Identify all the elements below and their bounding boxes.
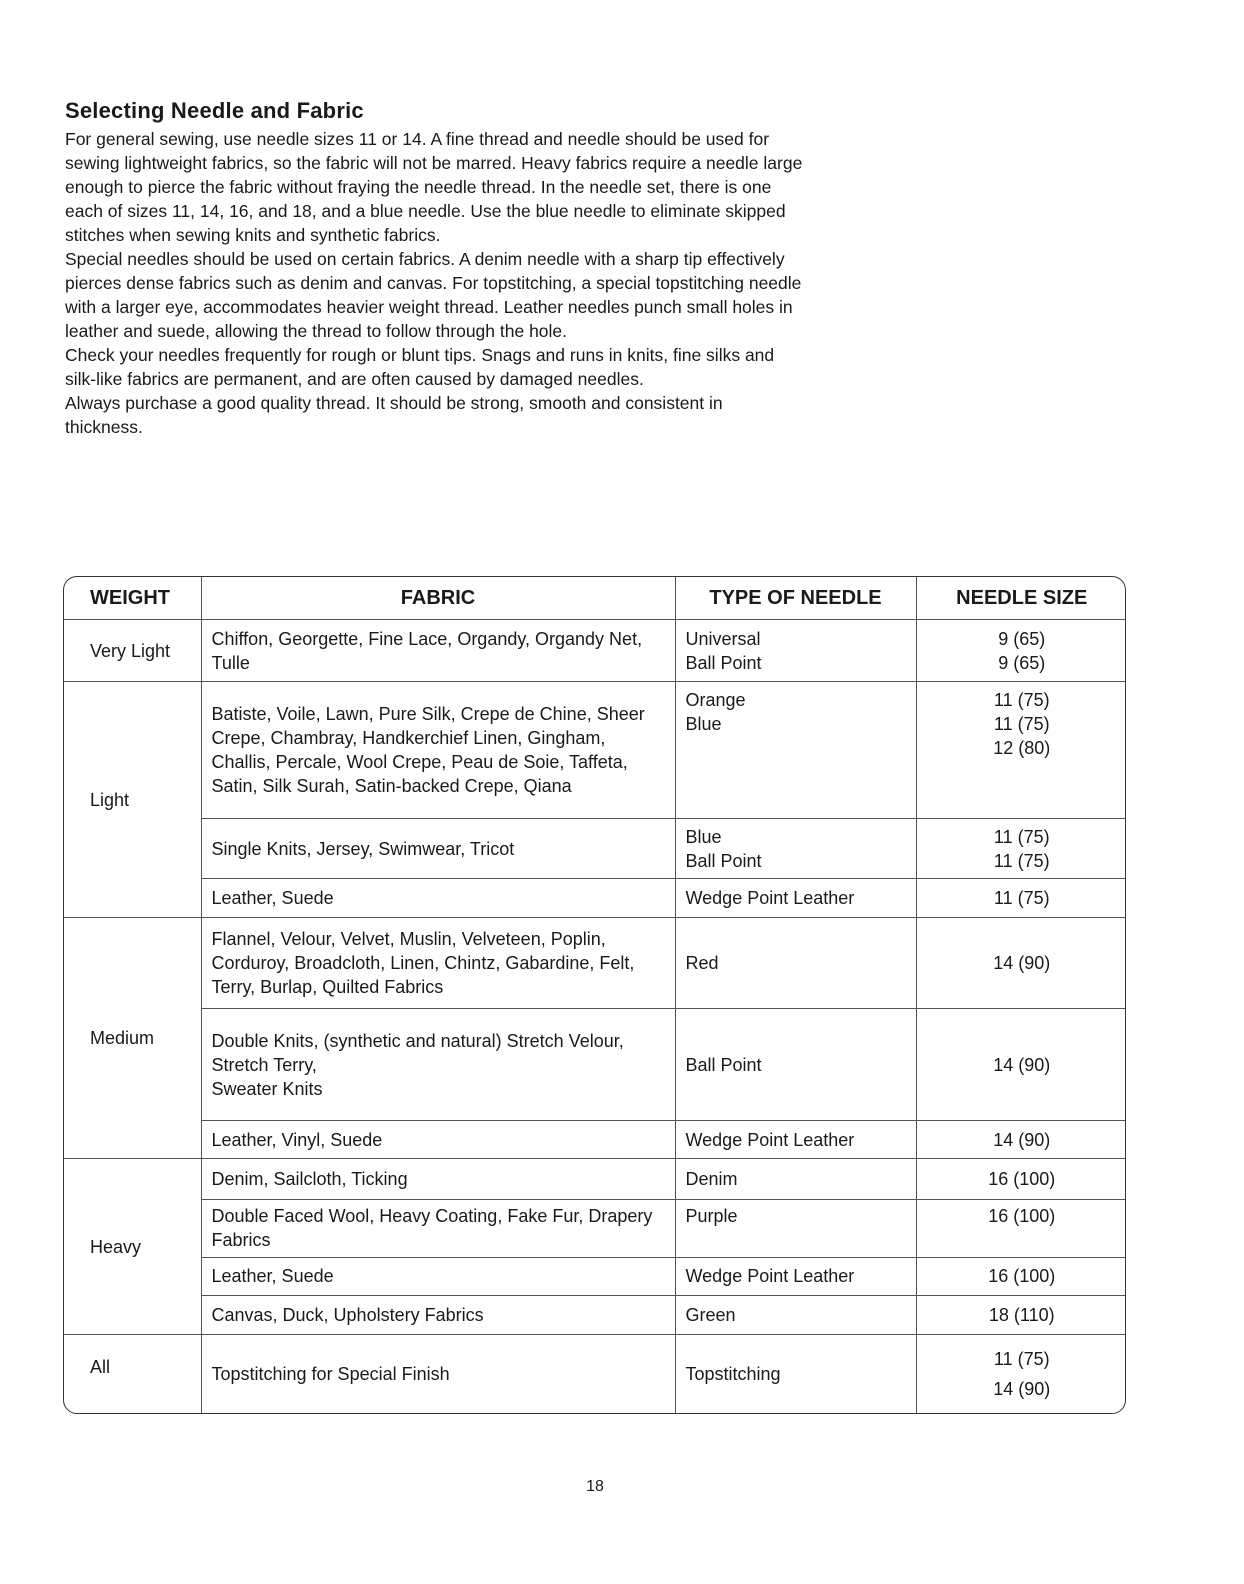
needle-type-cell: Purple [675, 1199, 916, 1257]
needle-type-cell: Wedge Point Leather [675, 879, 916, 918]
fabric-cell: Denim, Sailcloth, Ticking [201, 1159, 675, 1199]
needle-size-cell: 16 (100) [916, 1159, 1126, 1199]
needle-size-cell: 16 (100) [916, 1199, 1126, 1257]
fabric-cell: Chiffon, Georgette, Fine Lace, Organdy, Organdy Net, Tulle [201, 620, 675, 682]
fabric-cell: Leather, Suede [201, 879, 675, 918]
header-weight: WEIGHT [64, 577, 201, 620]
fabric-cell: Leather, Vinyl, Suede [201, 1121, 675, 1159]
table-header-row [64, 577, 1126, 620]
table-row [64, 620, 1126, 682]
needle-size-cell: 11 (75) 11 (75) [916, 818, 1126, 878]
fabric-cell: Topstitching for Special Finish [201, 1335, 675, 1413]
table-row [64, 918, 1126, 1008]
needle-size-cell: 11 (75) 14 (90) [916, 1335, 1126, 1413]
needle-type-cell: Blue Ball Point [675, 818, 916, 878]
needle-type-cell: Red [675, 918, 916, 1008]
weight-cell: Light [64, 682, 201, 918]
header-fabric: FABRIC [201, 577, 675, 620]
header-needle-type: TYPE OF NEEDLE [675, 577, 916, 620]
weight-cell: Heavy [64, 1159, 201, 1335]
paragraph-thread-quality: Always purchase a good quality thread. It should be strong, smooth and consistent in thickness. [65, 393, 723, 437]
intro-text [65, 127, 805, 439]
needle-type-cell: Green [675, 1295, 916, 1334]
paragraph-check-needles: Check your needles frequently for rough or blunt tips. Snags and runs in knits, fine silks and silk-like fabrics are permanent, and are often caused by damaged needles. [65, 345, 775, 389]
weight-cell: Medium [64, 918, 201, 1159]
weight-cell: All [64, 1335, 201, 1413]
needle-type-cell: Ball Point [675, 1008, 916, 1120]
table-row [64, 818, 1126, 878]
needle-fabric-table [64, 577, 1126, 1413]
needle-size-cell: 11 (75) 11 (75) 12 (80) [916, 682, 1126, 819]
header-needle-size: NEEDLE SIZE [916, 577, 1126, 620]
fabric-cell: Flannel, Velour, Velvet, Muslin, Velveteen, Poplin, Corduroy, Broadcloth, Linen, Chintz, Gabardine, Felt, Terry, Burlap, Quilted Fabrics [201, 918, 675, 1008]
section-heading: Selecting Needle and Fabric [65, 98, 364, 123]
weight-cell: Very Light [64, 620, 201, 682]
table-row [64, 1121, 1126, 1159]
needle-type-cell: Universal Ball Point [675, 620, 916, 682]
table-row [64, 879, 1126, 918]
table-row [64, 1008, 1126, 1120]
paragraph-general-sewing: For general sewing, use needle sizes 11 or 14. A fine thread and needle should be used for sewing lightweight fabrics, so the fabric will not be marred. Heavy fabrics require a needle large enough to pierce the fabric without fraying the needle thread. In the needle set, there is one each of sizes 11, 14, 16, and 18, and a blue needle. Use the blue needle to eliminate skipped stitches when sewing knits and synthetic fabrics. [65, 129, 803, 245]
needle-size-cell: 16 (100) [916, 1257, 1126, 1295]
fabric-cell: Double Knits, (synthetic and natural) Stretch Velour, Stretch Terry, Sweater Knits [201, 1008, 675, 1120]
page-number: 18 [586, 1478, 604, 1495]
fabric-cell: Double Faced Wool, Heavy Coating, Fake Fur, Drapery Fabrics [201, 1199, 675, 1257]
table-row [64, 682, 1126, 819]
needle-size-cell: 18 (110) [916, 1295, 1126, 1334]
table-row [64, 1159, 1126, 1199]
fabric-cell: Leather, Suede [201, 1257, 675, 1295]
needle-type-cell: Orange Blue [675, 682, 916, 819]
table-row [64, 1199, 1126, 1257]
fabric-cell: Batiste, Voile, Lawn, Pure Silk, Crepe de Chine, Sheer Crepe, Chambray, Handkerchief Linen, Gingham, Challis, Percale, Wool Crepe, Peau de Soie, Taffeta, Satin, Silk Surah, Satin-backed Crepe, Qiana [201, 682, 675, 819]
fabric-cell: Single Knits, Jersey, Swimwear, Tricot [201, 818, 675, 878]
needle-size-cell: 9 (65) 9 (65) [916, 620, 1126, 682]
needle-type-cell: Wedge Point Leather [675, 1257, 916, 1295]
needle-type-cell: Denim [675, 1159, 916, 1199]
fabric-cell: Canvas, Duck, Upholstery Fabrics [201, 1295, 675, 1334]
table-row [64, 1335, 1126, 1413]
needle-fabric-table-frame [63, 576, 1126, 1414]
needle-size-cell: 14 (90) [916, 1008, 1126, 1120]
table-row [64, 1295, 1126, 1334]
needle-size-cell: 11 (75) [916, 879, 1126, 918]
needle-type-cell: Wedge Point Leather [675, 1121, 916, 1159]
paragraph-special-needles: Special needles should be used on certain fabrics. A denim needle with a sharp tip effectively pierces dense fabrics such as denim and canvas. For topstitching, a special topstitching needle with a larger eye, accommodates heavier weight thread. Leather needles punch small holes in leather and suede, allowing the thread to follow through the hole. [65, 249, 802, 341]
needle-size-cell: 14 (90) [916, 918, 1126, 1008]
needle-size-cell: 14 (90) [916, 1121, 1126, 1159]
needle-type-cell: Topstitching [675, 1335, 916, 1413]
table-row [64, 1257, 1126, 1295]
